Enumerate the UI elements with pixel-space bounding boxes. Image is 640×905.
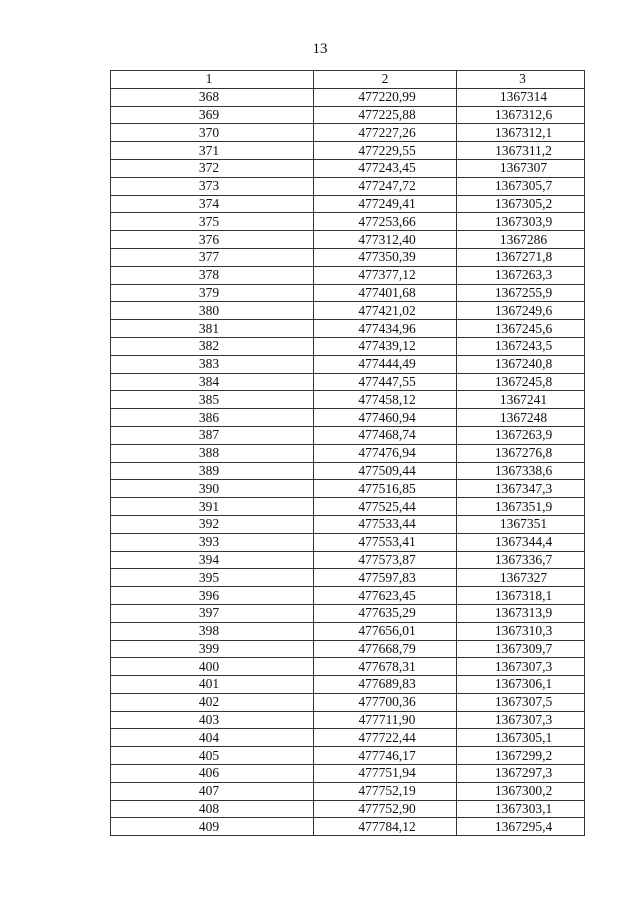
point-number-cell: 374 xyxy=(111,195,314,213)
table-row xyxy=(111,302,585,320)
y-coordinate-cell: 1367327 xyxy=(457,569,585,587)
y-coordinate-cell: 1367243,5 xyxy=(457,337,585,355)
table-row xyxy=(111,498,585,516)
x-coordinate-cell: 477668,79 xyxy=(314,640,457,658)
x-coordinate-cell: 477635,29 xyxy=(314,604,457,622)
y-coordinate-cell: 1367318,1 xyxy=(457,587,585,605)
y-coordinate-cell: 1367306,1 xyxy=(457,676,585,694)
table-row xyxy=(111,355,585,373)
y-coordinate-cell: 1367314 xyxy=(457,88,585,106)
point-number-cell: 378 xyxy=(111,266,314,284)
table-row xyxy=(111,373,585,391)
y-coordinate-cell: 1367241 xyxy=(457,391,585,409)
table-body xyxy=(111,88,585,835)
point-number-cell: 392 xyxy=(111,515,314,533)
table-row xyxy=(111,569,585,587)
table-row xyxy=(111,729,585,747)
y-coordinate-cell: 1367351 xyxy=(457,515,585,533)
table-row xyxy=(111,818,585,836)
point-number-cell: 368 xyxy=(111,88,314,106)
y-coordinate-cell: 1367336,7 xyxy=(457,551,585,569)
column-header-2: 2 xyxy=(314,71,457,89)
point-number-cell: 403 xyxy=(111,711,314,729)
point-number-cell: 370 xyxy=(111,124,314,142)
x-coordinate-cell: 477377,12 xyxy=(314,266,457,284)
y-coordinate-cell: 1367305,1 xyxy=(457,729,585,747)
point-number-cell: 380 xyxy=(111,302,314,320)
x-coordinate-cell: 477689,83 xyxy=(314,676,457,694)
x-coordinate-cell: 477444,49 xyxy=(314,355,457,373)
table-row xyxy=(111,676,585,694)
table-row xyxy=(111,765,585,783)
table-row xyxy=(111,106,585,124)
point-number-cell: 388 xyxy=(111,444,314,462)
y-coordinate-cell: 1367312,6 xyxy=(457,106,585,124)
y-coordinate-cell: 1367300,2 xyxy=(457,782,585,800)
y-coordinate-cell: 1367248 xyxy=(457,409,585,427)
x-coordinate-cell: 477421,02 xyxy=(314,302,457,320)
x-coordinate-cell: 477312,40 xyxy=(314,231,457,249)
y-coordinate-cell: 1367347,3 xyxy=(457,480,585,498)
y-coordinate-cell: 1367311,2 xyxy=(457,142,585,160)
y-coordinate-cell: 1367299,2 xyxy=(457,747,585,765)
point-number-cell: 384 xyxy=(111,373,314,391)
column-header-1: 1 xyxy=(111,71,314,89)
point-number-cell: 395 xyxy=(111,569,314,587)
y-coordinate-cell: 1367303,9 xyxy=(457,213,585,231)
x-coordinate-cell: 477447,55 xyxy=(314,373,457,391)
point-number-cell: 369 xyxy=(111,106,314,124)
x-coordinate-cell: 477751,94 xyxy=(314,765,457,783)
x-coordinate-cell: 477752,90 xyxy=(314,800,457,818)
x-coordinate-cell: 477439,12 xyxy=(314,337,457,355)
x-coordinate-cell: 477227,26 xyxy=(314,124,457,142)
y-coordinate-cell: 1367344,4 xyxy=(457,533,585,551)
table-row xyxy=(111,248,585,266)
point-number-cell: 371 xyxy=(111,142,314,160)
x-coordinate-cell: 477509,44 xyxy=(314,462,457,480)
y-coordinate-cell: 1367305,2 xyxy=(457,195,585,213)
y-coordinate-cell: 1367263,3 xyxy=(457,266,585,284)
table-row xyxy=(111,604,585,622)
y-coordinate-cell: 1367245,6 xyxy=(457,320,585,338)
table-row xyxy=(111,533,585,551)
x-coordinate-cell: 477678,31 xyxy=(314,658,457,676)
x-coordinate-cell: 477229,55 xyxy=(314,142,457,160)
y-coordinate-cell: 1367351,9 xyxy=(457,498,585,516)
y-coordinate-cell: 1367255,9 xyxy=(457,284,585,302)
table-row xyxy=(111,124,585,142)
x-coordinate-cell: 477220,99 xyxy=(314,88,457,106)
table-row xyxy=(111,426,585,444)
x-coordinate-cell: 477516,85 xyxy=(314,480,457,498)
x-coordinate-cell: 477597,83 xyxy=(314,569,457,587)
x-coordinate-cell: 477525,44 xyxy=(314,498,457,516)
coordinates-table xyxy=(110,70,585,836)
table-row xyxy=(111,142,585,160)
y-coordinate-cell: 1367309,7 xyxy=(457,640,585,658)
point-number-cell: 402 xyxy=(111,693,314,711)
point-number-cell: 394 xyxy=(111,551,314,569)
table-row xyxy=(111,231,585,249)
x-coordinate-cell: 477476,94 xyxy=(314,444,457,462)
x-coordinate-cell: 477468,74 xyxy=(314,426,457,444)
point-number-cell: 381 xyxy=(111,320,314,338)
table-row xyxy=(111,409,585,427)
x-coordinate-cell: 477553,41 xyxy=(314,533,457,551)
point-number-cell: 389 xyxy=(111,462,314,480)
x-coordinate-cell: 477247,72 xyxy=(314,177,457,195)
x-coordinate-cell: 477243,45 xyxy=(314,159,457,177)
point-number-cell: 396 xyxy=(111,587,314,605)
table-row xyxy=(111,480,585,498)
table-header-row xyxy=(111,71,585,89)
table-row xyxy=(111,711,585,729)
point-number-cell: 391 xyxy=(111,498,314,516)
point-number-cell: 405 xyxy=(111,747,314,765)
table-row xyxy=(111,622,585,640)
table-row xyxy=(111,640,585,658)
y-coordinate-cell: 1367338,6 xyxy=(457,462,585,480)
table-row xyxy=(111,284,585,302)
y-coordinate-cell: 1367245,8 xyxy=(457,373,585,391)
point-number-cell: 386 xyxy=(111,409,314,427)
table-row xyxy=(111,462,585,480)
x-coordinate-cell: 477722,44 xyxy=(314,729,457,747)
x-coordinate-cell: 477350,39 xyxy=(314,248,457,266)
y-coordinate-cell: 1367303,1 xyxy=(457,800,585,818)
y-coordinate-cell: 1367276,8 xyxy=(457,444,585,462)
point-number-cell: 377 xyxy=(111,248,314,266)
table-row xyxy=(111,337,585,355)
point-number-cell: 382 xyxy=(111,337,314,355)
y-coordinate-cell: 1367297,3 xyxy=(457,765,585,783)
y-coordinate-cell: 1367286 xyxy=(457,231,585,249)
point-number-cell: 387 xyxy=(111,426,314,444)
column-header-3: 3 xyxy=(457,71,585,89)
x-coordinate-cell: 477656,01 xyxy=(314,622,457,640)
table-row xyxy=(111,747,585,765)
point-number-cell: 375 xyxy=(111,213,314,231)
point-number-cell: 407 xyxy=(111,782,314,800)
x-coordinate-cell: 477434,96 xyxy=(314,320,457,338)
point-number-cell: 373 xyxy=(111,177,314,195)
point-number-cell: 404 xyxy=(111,729,314,747)
table-row xyxy=(111,800,585,818)
y-coordinate-cell: 1367313,9 xyxy=(457,604,585,622)
y-coordinate-cell: 1367271,8 xyxy=(457,248,585,266)
point-number-cell: 397 xyxy=(111,604,314,622)
x-coordinate-cell: 477784,12 xyxy=(314,818,457,836)
x-coordinate-cell: 477533,44 xyxy=(314,515,457,533)
point-number-cell: 406 xyxy=(111,765,314,783)
point-number-cell: 409 xyxy=(111,818,314,836)
table-row xyxy=(111,587,585,605)
point-number-cell: 376 xyxy=(111,231,314,249)
x-coordinate-cell: 477225,88 xyxy=(314,106,457,124)
point-number-cell: 400 xyxy=(111,658,314,676)
table-row xyxy=(111,213,585,231)
point-number-cell: 398 xyxy=(111,622,314,640)
table-row xyxy=(111,693,585,711)
table-row xyxy=(111,195,585,213)
point-number-cell: 379 xyxy=(111,284,314,302)
table-row xyxy=(111,391,585,409)
y-coordinate-cell: 1367307 xyxy=(457,159,585,177)
y-coordinate-cell: 1367307,3 xyxy=(457,658,585,676)
y-coordinate-cell: 1367307,3 xyxy=(457,711,585,729)
point-number-cell: 408 xyxy=(111,800,314,818)
point-number-cell: 383 xyxy=(111,355,314,373)
x-coordinate-cell: 477458,12 xyxy=(314,391,457,409)
point-number-cell: 372 xyxy=(111,159,314,177)
x-coordinate-cell: 477700,36 xyxy=(314,693,457,711)
y-coordinate-cell: 1367295,4 xyxy=(457,818,585,836)
x-coordinate-cell: 477746,17 xyxy=(314,747,457,765)
table-row xyxy=(111,88,585,106)
table-row xyxy=(111,159,585,177)
y-coordinate-cell: 1367310,3 xyxy=(457,622,585,640)
y-coordinate-cell: 1367240,8 xyxy=(457,355,585,373)
table-row xyxy=(111,320,585,338)
page-number: 13 xyxy=(312,41,328,57)
y-coordinate-cell: 1367305,7 xyxy=(457,177,585,195)
point-number-cell: 399 xyxy=(111,640,314,658)
x-coordinate-cell: 477401,68 xyxy=(314,284,457,302)
table-row xyxy=(111,658,585,676)
table-row xyxy=(111,551,585,569)
point-number-cell: 385 xyxy=(111,391,314,409)
x-coordinate-cell: 477623,45 xyxy=(314,587,457,605)
point-number-cell: 401 xyxy=(111,676,314,694)
x-coordinate-cell: 477711,90 xyxy=(314,711,457,729)
point-number-cell: 393 xyxy=(111,533,314,551)
table-row xyxy=(111,266,585,284)
y-coordinate-cell: 1367312,1 xyxy=(457,124,585,142)
x-coordinate-cell: 477752,19 xyxy=(314,782,457,800)
table-row xyxy=(111,782,585,800)
y-coordinate-cell: 1367249,6 xyxy=(457,302,585,320)
x-coordinate-cell: 477460,94 xyxy=(314,409,457,427)
y-coordinate-cell: 1367307,5 xyxy=(457,693,585,711)
point-number-cell: 390 xyxy=(111,480,314,498)
x-coordinate-cell: 477249,41 xyxy=(314,195,457,213)
table-row xyxy=(111,515,585,533)
x-coordinate-cell: 477573,87 xyxy=(314,551,457,569)
table-row xyxy=(111,177,585,195)
y-coordinate-cell: 1367263,9 xyxy=(457,426,585,444)
x-coordinate-cell: 477253,66 xyxy=(314,213,457,231)
table-row xyxy=(111,444,585,462)
